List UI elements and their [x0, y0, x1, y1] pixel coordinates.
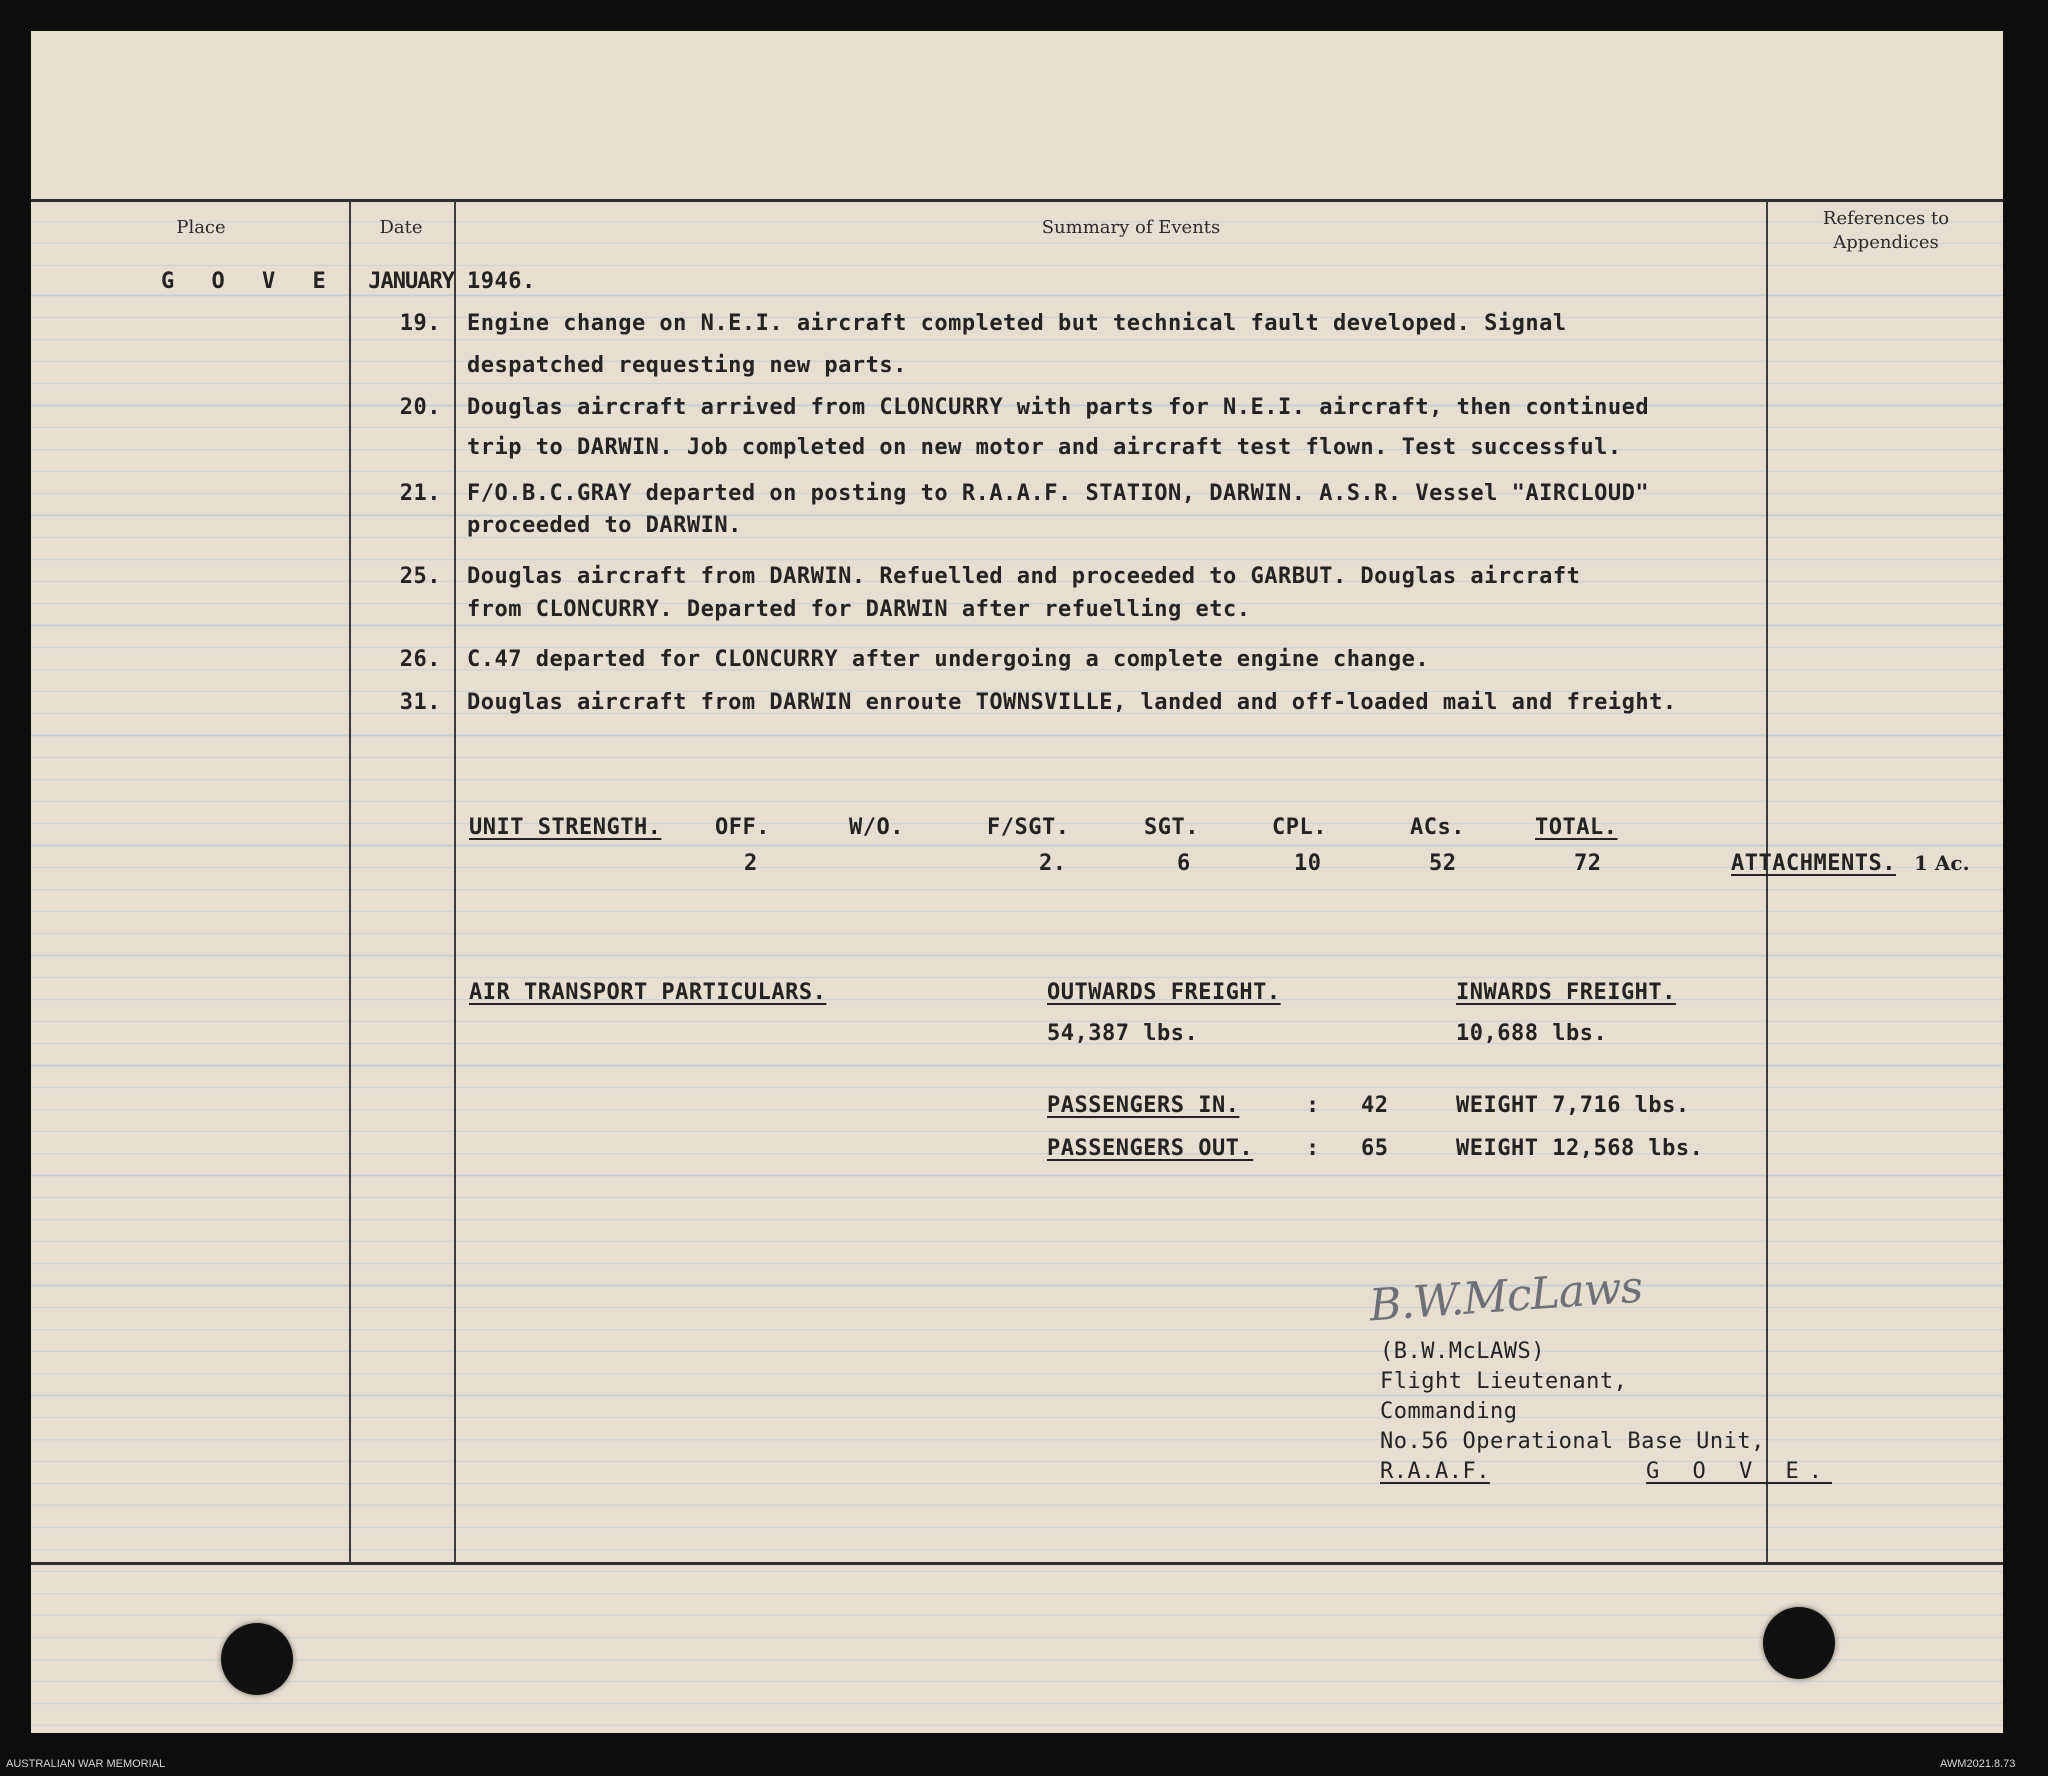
passengers-in-label: PASSENGERS IN.: [1047, 1093, 1240, 1118]
strength-label-sgt: SGT.: [1144, 815, 1199, 840]
column-header-references: [1781, 207, 1991, 255]
entry-line: proceeded to DARWIN.: [467, 513, 742, 538]
bottom-rule: [31, 1562, 2003, 1565]
strength-value-total: 72: [1574, 851, 1602, 876]
header-top-rule: [31, 199, 2003, 202]
inwards-freight-value: 10,688 lbs.: [1456, 1021, 1608, 1046]
passengers-out-label: PASSENGERS OUT.: [1047, 1136, 1254, 1161]
entry-date: 19.: [399, 311, 441, 336]
date-summary-divider: [454, 201, 456, 1563]
attachments-label: ATTACHMENTS.: [1731, 851, 1896, 876]
inwards-freight-label: INWARDS FREIGHT.: [1456, 980, 1676, 1005]
entry-line: Douglas aircraft from DARWIN enroute TOWNSVILLE, landed and off-loaded mail and freight.: [467, 690, 1677, 715]
entry-line: Engine change on N.E.I. aircraft completed but technical fault developed. Signal: [467, 311, 1567, 336]
footer-credit: AUSTRALIAN WAR MEMORIAL: [6, 1758, 166, 1770]
air-transport-title: AIR TRANSPORT PARTICULARS.: [469, 980, 827, 1005]
signatory-unit: No.56 Operational Base Unit,: [1380, 1429, 1765, 1454]
entry-line: despatched requesting new parts.: [467, 353, 907, 378]
signatory-name: (B.W.McLAWS): [1380, 1339, 1545, 1364]
references-line2: Appendices: [1833, 232, 1939, 253]
place-name: G O V E: [161, 269, 338, 294]
passengers-out-value: 65: [1361, 1136, 1389, 1161]
attachments-value: 1 Ac.: [1914, 851, 1970, 875]
month-label: JANUARY: [368, 269, 454, 294]
strength-value-acs: 52: [1429, 851, 1457, 876]
entry-line: Douglas aircraft arrived from CLONCURRY with parts for N.E.I. aircraft, then continued: [467, 395, 1650, 420]
strength-value-cpl: 10: [1294, 851, 1322, 876]
entry-line: F/O.B.C.GRAY departed on posting to R.A.A.F. STATION, DARWIN. A.S.R. Vessel "AIRCLOUD": [467, 481, 1650, 506]
unit-strength-title: UNIT STRENGTH.: [469, 815, 662, 840]
entry-date: 20.: [399, 395, 441, 420]
entry-line: C.47 departed for CLONCURRY after undergoing a complete engine change.: [467, 647, 1430, 672]
passengers-out-separator: :: [1306, 1136, 1320, 1161]
entry-date: 25.: [399, 564, 441, 589]
entry-date: 31.: [399, 690, 441, 715]
place-date-divider: [349, 201, 351, 1563]
entry-line: Douglas aircraft from DARWIN. Refuelled and proceeded to GARBUT. Douglas aircraft: [467, 564, 1581, 589]
year-label: 1946.: [467, 269, 536, 294]
column-header-place: Place: [176, 217, 226, 238]
signatory-service: R.A.A.F.: [1380, 1459, 1490, 1484]
signatory-rank: Flight Lieutenant,: [1380, 1369, 1628, 1394]
strength-value-off: 2: [744, 851, 758, 876]
entry-date: 26.: [399, 647, 441, 672]
references-line1: References to: [1822, 208, 1950, 229]
signatory-place: G O V E.: [1646, 1459, 1832, 1484]
punch-hole-right: [1763, 1607, 1835, 1679]
document-page: [31, 31, 2003, 1733]
entry-line: trip to DARWIN. Job completed on new motor and aircraft test flown. Test successful.: [467, 435, 1622, 460]
column-header-summary: Summary of Events: [1041, 217, 1221, 238]
entry-date: 21.: [399, 481, 441, 506]
passengers-in-separator: :: [1306, 1093, 1320, 1118]
entry-line: from CLONCURRY. Departed for DARWIN after refuelling etc.: [467, 597, 1251, 622]
passengers-in-value: 42: [1361, 1093, 1389, 1118]
passengers-out-weight: WEIGHT 12,568 lbs.: [1456, 1136, 1704, 1161]
punch-hole-left: [221, 1623, 293, 1695]
handwritten-signature: B.W.McLaws: [1367, 1261, 1644, 1332]
outwards-freight-label: OUTWARDS FREIGHT.: [1047, 980, 1281, 1005]
outwards-freight-value: 54,387 lbs.: [1047, 1021, 1199, 1046]
strength-label-off: OFF.: [715, 815, 770, 840]
strength-value-sgt: 6: [1177, 851, 1191, 876]
strength-label-wo: W/O.: [849, 815, 904, 840]
strength-value-fsgt: 2.: [1039, 851, 1067, 876]
summary-references-divider: [1766, 201, 1768, 1563]
strength-label-cpl: CPL.: [1272, 815, 1327, 840]
passengers-in-weight: WEIGHT 7,716 lbs.: [1456, 1093, 1690, 1118]
strength-label-total: TOTAL.: [1535, 815, 1618, 840]
strength-label-fsgt: F/SGT.: [987, 815, 1070, 840]
footer-accession-number: AWM2021.8.73: [1940, 1758, 2016, 1770]
strength-label-acs: ACs.: [1410, 815, 1465, 840]
column-header-date: Date: [379, 217, 423, 238]
signatory-role: Commanding: [1380, 1399, 1518, 1424]
